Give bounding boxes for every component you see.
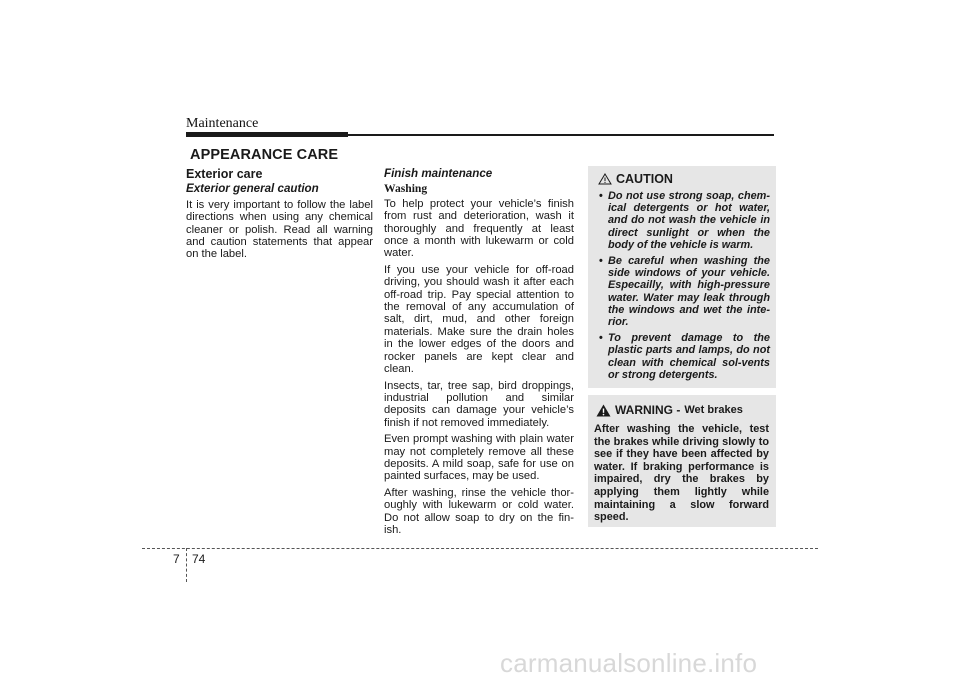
warning-title: WARNING - [615,403,681,417]
warning-triangle-icon [596,404,611,417]
washing-paragraph-5: After washing, rinse the vehicle thor-oughly with lukewarm or cold water. Do not allow soap to dry on the fin-ish. [384,486,574,536]
header-title: Maintenance [186,116,259,131]
caution-title: CAUTION [616,172,673,186]
warning-text: After washing the vehicle, test the brakes while driving slowly to see if they have been affected by water. If braking performance is impaired, dry the brakes by applying them lightly while maintaining a slow forward speed. [594,423,769,524]
washing-subheading: Washing [384,182,428,196]
column-finish-maintenance [384,168,574,540]
caution-list [596,190,770,381]
watermark: carmanualsonline.info [500,648,758,678]
exterior-caution-subheading: Exterior general caution [186,182,319,196]
footer-dashed-divider [186,548,187,582]
caution-triangle-icon [598,173,612,185]
warning-header [596,403,769,417]
finish-maintenance-heading: Finish maintenance [384,167,493,180]
footer-dashed-rule [142,548,818,549]
caution-item-3: • To prevent damage to the plastic parts and lamps, do not clean with chemical sol-vents or strong detergents. [596,332,770,381]
washing-paragraph-2: If you use your vehicle for off-road driving, you should wash it after each off-road trip. Pay special attention to the removal of any accumulation of salt, dirt, mud, and other foreign materials. Make sure the drain holes in the lower edges of the doors and rocker panels are kept clear and clean. [384,263,574,376]
caution-box [588,166,776,388]
washing-paragraph-1: To help protect your vehicle’s finish from rust and deterioration, wash it thoroughly and frequently at least once a month with lukewarm or cold water. [384,197,574,260]
column-exterior-care [186,168,373,265]
warning-box [588,395,776,527]
caution-item-1: • Do not use strong soap, chem-ical detergents or hot water, and do not wash the vehicle in direct sunlight or when the body of the vehicle is warm. [596,190,770,251]
footer-chapter-number: 7 [173,552,180,566]
section-title: APPEARANCE CARE [190,147,339,163]
header-rule-thin [348,134,774,136]
header-rule-thick [186,132,348,137]
exterior-care-heading: Exterior care [186,167,263,181]
exterior-caution-paragraph: It is very important to follow the label directions when using any chemical cleaner or polish. Read all warning and caution statements that appear on the label. [186,198,373,261]
washing-paragraph-4: Even prompt washing with plain water may not completely remove all these deposits. A mild soap, safe for use on painted surfaces, may be used. [384,433,574,483]
washing-paragraph-3: Insects, tar, tree sap, bird droppings, industrial pollution and similar deposits can damage your vehicle’s finish if not removed immediately. [384,379,574,429]
warning-subtitle: Wet brakes [684,404,743,416]
footer-page-number: 74 [192,552,206,566]
caution-header [598,172,770,186]
caution-item-2: • Be careful when washing the side windows of your vehicle. Especailly, with high-pressure water. Water may leak through the windows and wet the inte-rior. [596,255,770,328]
